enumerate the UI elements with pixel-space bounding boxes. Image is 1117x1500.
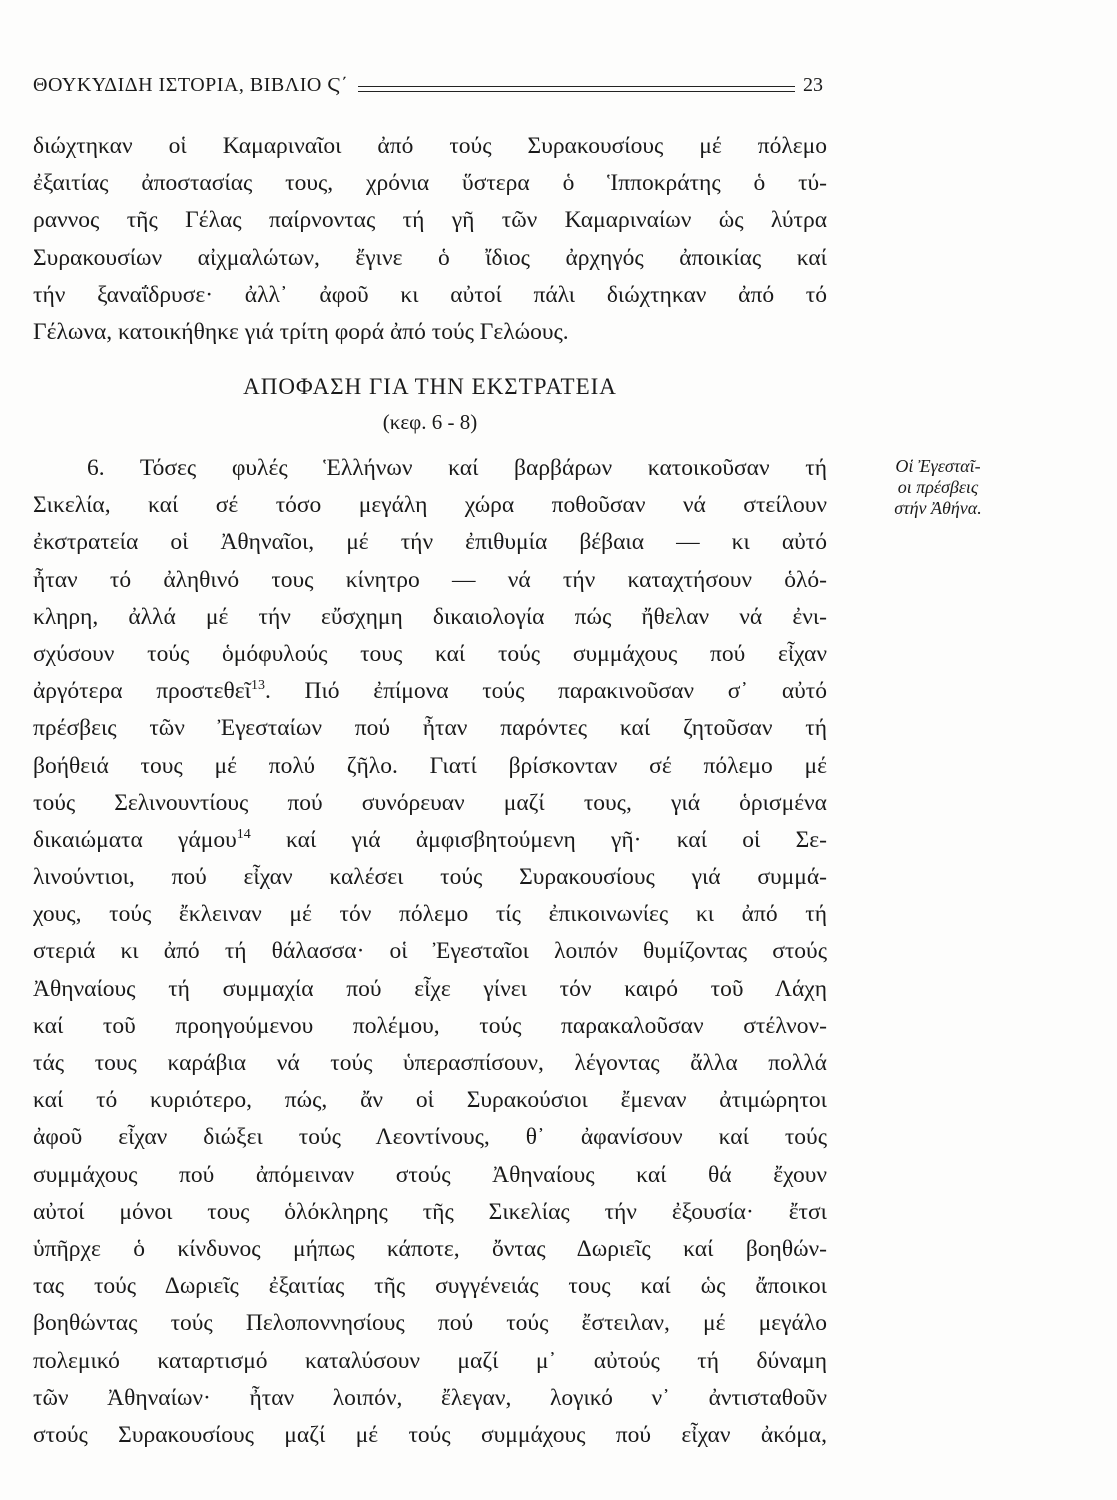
text-line: ἐκστρατεία οἱ Ἀθηναῖοι, μέ τήν ἐπιθυμία βέβαια — κι αὐτό <box>33 529 827 556</box>
text-line: διώχτηκαν οἱ Καμαριναῖοι ἀπό τούς Συρακουσίους μέ πόλεμο <box>33 133 827 159</box>
text-line: καί τό κυριότερο, πώς, ἄν οἱ Συρακούσιοι ἔμεναν ἀτιμώρητοι <box>33 1087 827 1114</box>
margin-note-line: στήν Ἀθήνα. <box>894 498 982 518</box>
text-line: Σικελία, καί σέ τόσο μεγάλη χώρα ποθοῦσαν νά στείλουν <box>33 492 827 519</box>
text-line: βοηθώντας τούς Πελοποννησίους πού τούς ἔστειλαν, μέ μεγάλο <box>33 1310 827 1337</box>
text-segment: δικαιώματα γάμου <box>33 826 237 853</box>
text-line: τήν ξαναΐδρυσε· ἀλλ᾽ ἀφοῦ κι αὐτοί πάλι διώχτηκαν ἀπό τό <box>33 281 827 308</box>
text-line: Ἀθηναίους τή συμμαχία πού εἶχε γίνει τόν καιρό τοῦ Λάχη <box>33 975 827 1002</box>
text-line: αὐτοί μόνοι τους ὁλόκληρης τῆς Σικελίας τήν ἐξουσία· ἔτσι <box>33 1198 827 1225</box>
margin-note <box>858 456 1018 519</box>
section-subheading: (κεφ. 6 - 8) <box>382 410 478 434</box>
text-line: στούς Συρακουσίους μαζί μέ τούς συμμάχους πού εἶχαν ἀκόμα, <box>33 1421 827 1448</box>
text-line: ραννος τῆς Γέλας παίρνοντας τή γῆ τῶν Καμαριναίων ὡς λύτρα <box>33 207 827 234</box>
text-line: σχύσουν τούς ὁμόφυλούς τους καί τούς συμμάχους πού εἶχαν <box>33 640 827 667</box>
text-line: ἀφοῦ εἶχαν διώξει τούς Λεοντίνους, θ᾽ ἀφανίσουν καί τούς <box>33 1124 827 1151</box>
paragraph-2 <box>33 450 827 1454</box>
text-line: χους, τούς ἔκλειναν μέ τόν πόλεμο τίς ἐπικοινωνίες κι ἀπό τή <box>33 901 827 928</box>
footnote-ref-13: 13 <box>250 678 265 694</box>
text-line: τούς Σελινουντίους πού συνόρευαν μαζί τους, γιά ὁρισμένα <box>33 789 827 816</box>
text-line: λινούντιοι, πού εἶχαν καλέσει τούς Συρακουσίους γιά συμμά- <box>33 864 827 891</box>
text-segment: ἀργότερα προστεθεῖ <box>33 678 251 705</box>
text-line: ὑπῆρχε ὁ κίνδυνος μήπως κάποτε, ὄντας Δωριεῖς καί βοηθών- <box>33 1235 827 1262</box>
section-heading: ΑΠΟΦΑΣΗ ΓΙΑ ΤΗΝ ΕΚΣΤΡΑΤΕΙΑ <box>243 374 617 399</box>
text-segment: Πιό ἐπίμονα τούς παρακινοῦσαν σ᾽ αὐτό <box>304 678 828 705</box>
text-line: 6. Τόσες φυλές Ἑλλήνων καί βαρβάρων κατοικοῦσαν τή <box>87 455 827 481</box>
text-line-with-footnote: ἀργότερα προστεθεῖ$^{13}$. Πιό ἐπίμονα τούς παρακινοῦσαν σ᾽ αὐτό <box>33 678 828 705</box>
text-line: ἐξαιτίας ἀποστασίας τους, χρόνια ὕστερα ὁ Ἱπποκράτης ὁ τύ- <box>33 170 827 197</box>
text-line: στεριά κι ἀπό τή θάλασσα· οἱ Ἐγεσταῖοι λοιπόν θυμίζοντας στούς <box>33 938 827 965</box>
footnote-ref-14: 14 <box>236 826 251 842</box>
text-line: συμμάχους πού ἀπόμειναν στούς Ἀθηναίους καί θά ἔχουν <box>33 1161 827 1188</box>
text-line: Συρακουσίων αἰχμαλώτων, ἔγινε ὁ ἴδιος ἀρχηγός ἀποικίας καί <box>33 244 827 271</box>
text-line: καί τοῦ προηγούμενου πολέμου, τούς παρακαλοῦσαν στέλνον- <box>33 1012 827 1039</box>
text-line: τῶν Ἀθηναίων· ἦταν λοιπόν, ἔλεγαν, λογικό ν᾽ ἀντισταθοῦν <box>33 1384 827 1411</box>
margin-note-line: οι πρέσβεις <box>897 477 979 497</box>
text-line: πολεμικό καταρτισμό καταλύσουν μαζί μ᾽ αὐτούς τή δύναμη <box>33 1347 827 1374</box>
text-segment: καί γιά ἀμφισβητούμενη γῆ· καί οἱ Σε- <box>286 826 827 853</box>
running-head-title: ΘΟΥΚΥΔΙΔΗ ΙΣΤΟΡΙΑ, ΒΙΒΛΙΟ Ϛ΄ <box>33 73 349 96</box>
page-number: 23 <box>803 73 823 96</box>
running-head <box>33 70 823 100</box>
text-line: βοήθειά τους μέ πολύ ζῆλο. Γιατί βρίσκονταν σέ πόλεμο μέ <box>33 752 827 779</box>
text-line-with-footnote <box>33 822 827 859</box>
text-line: Γέλωνα, κατοικήθηκε γιά τρίτη φορά ἀπό τούς Γελώους. <box>33 318 569 345</box>
text-line: κληρη, ἀλλά μέ τήν εὔσχημη δικαιολογία πώς ἤθελαν νά ἐνι- <box>33 603 827 630</box>
text-line: τάς τους καράβια νά τούς ὑπερασπίσουν, λέγοντας ἄλλα πολλά <box>33 1050 827 1076</box>
running-head-rule <box>358 86 795 92</box>
text-line: ἦταν τό ἀληθινό τους κίνητρο — νά τήν καταχτήσουν ὁλό- <box>33 566 827 593</box>
paragraph-1 <box>33 128 827 351</box>
margin-note-line: Οἱ Ἐγεσταῖ- <box>895 456 981 476</box>
text-line: πρέσβεις τῶν Ἐγεσταίων πού ἦταν παρόντες καί ζητοῦσαν τή <box>33 715 827 742</box>
text-line: τας τούς Δωριεῖς ἐξαιτίας τῆς συγγένειάς τους καί ὡς ἄποικοι <box>33 1273 827 1300</box>
